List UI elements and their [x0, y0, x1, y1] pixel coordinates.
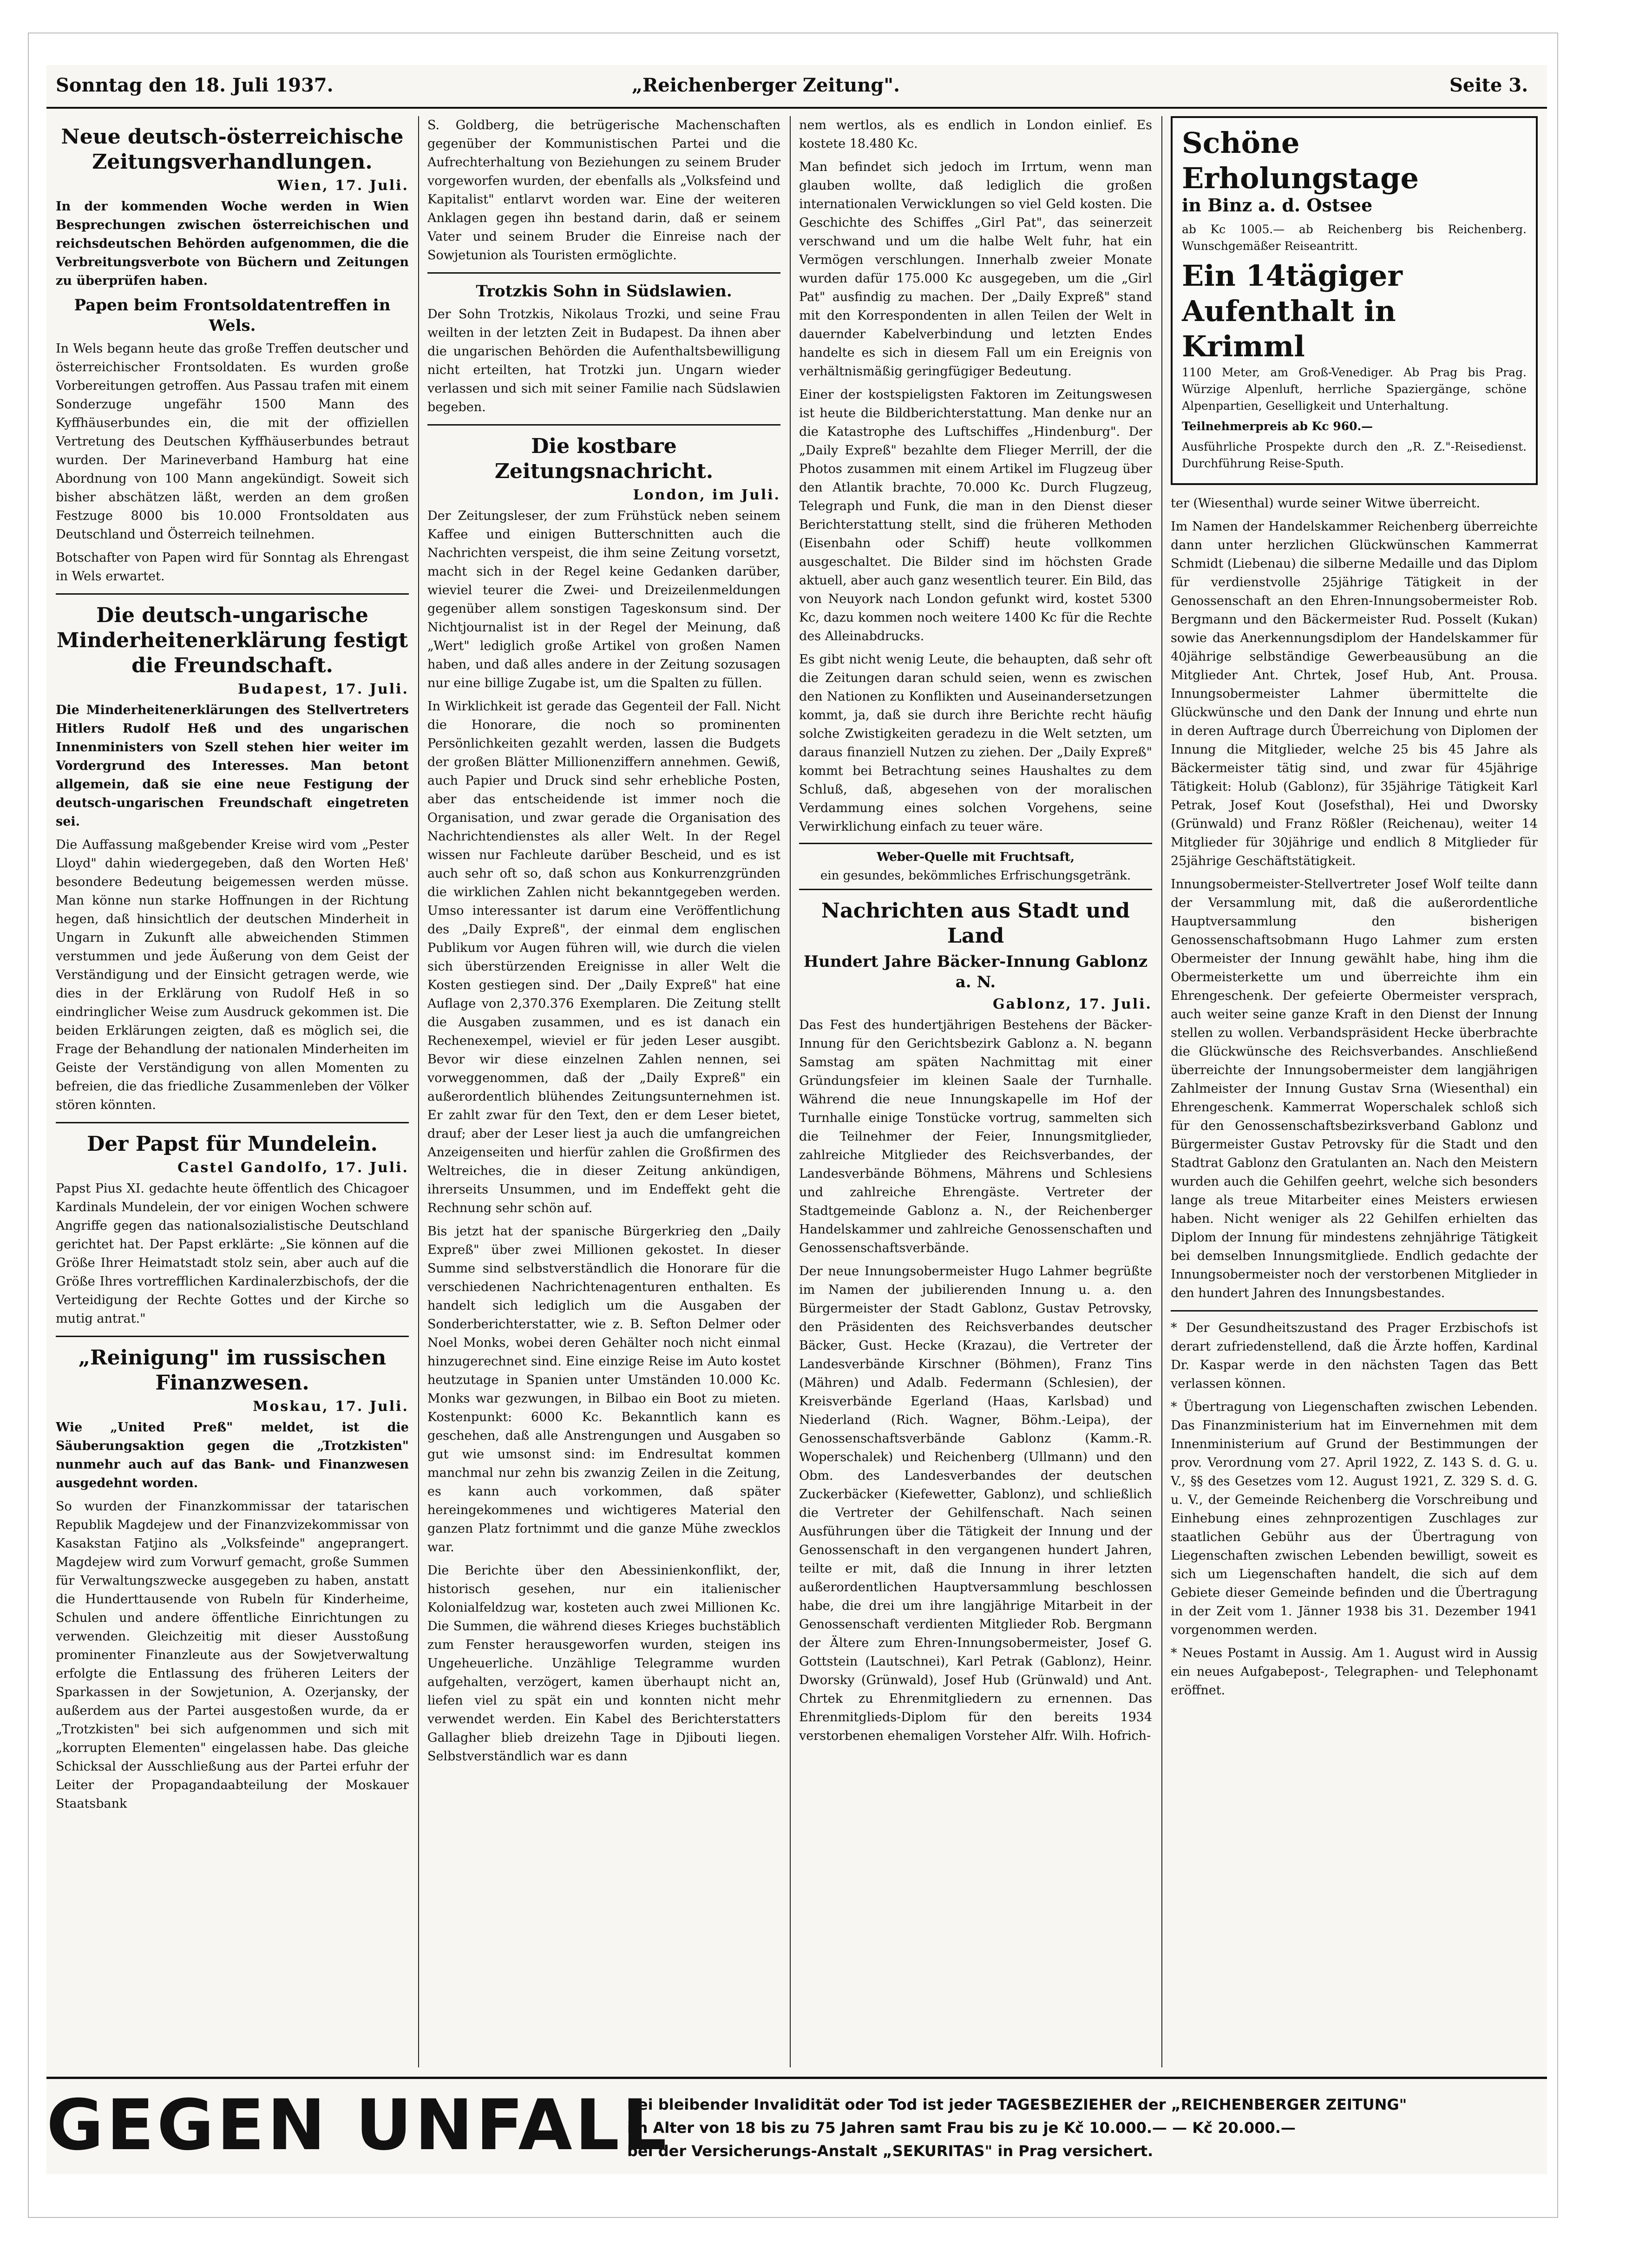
article-paragraph: Papst Pius XI. gedachte heute öffentlich des Chicagoer Kardinals Mundelein, der vor einigen Wochen schwere Angriffe gegen das nationalsozialistische Deutschland gerichtet hat. Der Papst erklärte: „Sie können auf die Größe Ihrer Heimatstadt stolz sein, aber auch auf die Größe Ihres vortrefflichen Kardinalerzbischofs, der die Verteidigung der Rechte Gottes und der Kirche so mutig antrat.": [56, 1181, 409, 1326]
column-rule: [418, 116, 419, 2067]
banner-line: im Alter von 18 bis zu 75 Jahren samt Frau bis zu je Kč 10.000.— — Kč 20.000.—: [627, 2119, 1296, 2137]
article-paragraph: Man befindet sich jedoch im Irrtum, wenn man glauben wollte, daß lediglich die großen internationalen Verwicklungen so viel Geld kosten. Die Geschichte des Schiffes „Girl Pat", das seinerzeit verschwand und um die halbe Welt fuhr, hat ein Vermögen verschlungen. Innerhalb zweier Monate wurden dafür 175.000 Kc ausgegeben, um die „Girl Pat" ausfindig zu machen. Der „Daily Expreß" stand mit den Korrespondenten in allen Teilen der Welt in dauernder Kabelverbindung und letzten Endes handelte es sich in diesem Fall um ein Ereignis von verhältnismäßig geringfügiger Bedeutung.: [799, 160, 1152, 379]
dateline: London, im Juli.: [633, 487, 780, 503]
dateline: Budapest, 17. Juli.: [237, 681, 409, 697]
article-paragraph: Es gibt nicht wenig Leute, die behaupten, daß sehr oft die Zeitungen daran schuld seien, wenn es zwischen den Nationen zu Konflikten und Auseinandersetzungen kommt, ja, daß sie durch ihre Berichte recht häufig solche Zwistigkeiten geradezu in die Welt setzten, um daraus finanziell Nutzen zu ziehen. Der „Daily Expreß" kommt bei Betrachtung seines Haushaltes zu dem Schluß, daß, abgesehen von der moralischen Verdammung eines solchen Vorgehens, seine Verwirklichung einfach zu teuer wäre.: [799, 652, 1152, 834]
article-paragraph: Der Zeitungsleser, der zum Frühstück neben seinem Kaffee und einigen Butterschnitten auch die Nachrichten verspeist, die ihm seine Zeitung vorsetzt, macht sich in der Regel keine Gedanken darüber, wieviel teurer die Zwei- und Dreizeilenmeldungen gegenüber allem sonstigen Tageskonsum sind. Der Nichtjournalist ist in der Regel der Meinung, daß „Wert" lediglich große Artikel von großen Namen haben, und daß alles andere in der Zeitung sozusagen nur eine billige Zugabe ist, um die Spalten zu füllen.: [427, 509, 780, 690]
ad-text: ab Kc 1005.— ab Reichenberg bis Reichenberg. Wunschgemäßer Reiseantritt.: [1182, 223, 1527, 253]
article-paragraph: Die Minderheitenerklärungen des Stellvertreters Hitlers Rudolf Heß und des ungarischen Innenministers von Szell stehen hier weiter im Vordergrund des Interesses. Man betont allgemein, daß sie eine neue Festigung der deutsch-ungarischen Freundschaft eingetreten sei.: [56, 703, 409, 829]
column-rule: [790, 116, 791, 2067]
news-item: * Übertragung von Liegenschaften zwischen Lebenden. Das Finanzministerium hat im Einvernehmen mit dem Innenministerium auf Grund der Bestimmungen der prov. Verordnung vom 27. April 1922, Z. 143 S. d. G. u. V., §§ des Gesetzes vom 12. August 1921, Z. 329 S. d. G. u. V., der Gemeinde Reichenberg die Vorschreibung und Einhebung eines zehnprozentigen Zuschlages zur staatlichen Gebühr aus der Übertragung von Liegenschaften zwischen Lebenden bewilligt, soweit es sich um Liegenschaften handelt, die sich auf dem Gebiete dieser Gemeinde befinden und die Übertragung in der Zeit vom 1. Jänner 1938 bis 31. Dezember 1941 vorgenommen werden.: [1171, 1400, 1538, 1637]
newspaper-page: [46, 65, 1547, 2174]
article-title: „Reinigung" im russischen Finanzwesen.: [78, 1346, 387, 1395]
ad-text: 1100 Meter, am Groß-Venediger. Ab Prag bis Prag. Würzige Alpenluft, herrliche Spaziergänge, schöne Alpenpartien, Geselligkeit und Unterhaltung.: [1182, 366, 1527, 413]
article-title: Die kostbare Zeitungsnachricht.: [494, 434, 714, 483]
ad-price: Teilnehmerpreis ab Kc 960.—: [1182, 420, 1373, 433]
article-paragraph: Der neue Innungsobermeister Hugo Lahmer begrüßte im Namen der jubilierenden Innung u. a. den Bürgermeister der Stadt Gablonz, Gustav Petrovsky, den Präsidenten des Reichsverbandes deutscher Bäcker, Gust. Hecke (Krazau), die Vertreter der Landesverbände Kirschner (Böhmen), Franz Tins (Mähren) und Adalb. Federmann (Schlesien), der Kreisverbände Egerland (Haas, Karlsbad) und Niederland (Rich. Wagner, Böhm.-Leipa), der Genossenschaftsverbände Gablonz (Kamm.-R. Woperschalek) und Reichenberg (Ullmann) und den Obm. des Landesverbandes der deutschen Zuckerbäcker (Kiefewetter, Gablonz), und schließlich die Vertreter der Gehilfenschaft. Nach seinen Ausführungen über die Tätigkeit der Innung und der Genossenschaft in den vergangenen hundert Jahren, teilte er mit, daß die Innung in ihrer letzten außerordentlichen Hauptversammlung beschlossen habe, die drei um ihre langjährige Mitarbeit in der Genossenschaft verdienten Mitglieder Rob. Bergmann der Ältere zum Ehren-Innungsobermeister, Josef G. Gottstein (Lautschnei), Karl Petrak (Gablonz), Heinr. Dworsky (Grünwald), Josef Hub (Grünwald) und Ant. Chrtek zu Ehrenmitgliedern zu ernennen. Das Ehrenmitglieds-Diplom für den bereits 1934 verstorbenen ehemaligen Vorsteher Alfr. Wilh. Hofrich-: [799, 1264, 1152, 1743]
dateline: Wien, 17. Juli.: [277, 177, 409, 194]
ad-footer: Ausführliche Prospekte durch den „R. Z."-Reisedienst. Durchführung Reise-Sputh.: [1182, 440, 1527, 470]
article-paragraph: Im Namen der Handelskammer Reichenberg überreichte dann unter herzlichen Glückwünschen Kammerrat Schmidt (Liebenau) die silberne Medaille und das Diplom für verdienstvolle 25jährige Tätigkeit in der Genossenschaft an den Ehren-Innungsobermeister Rob. Bergmann und den Bäckermeister Rud. Posselt (Kukan) sowie das Anerkennungsdiplom der Handelskammer für 40jährige selbständige Gewerbeausübung an die Mitglieder Ant. Chrtek, Josef Hub, Ant. Prousa. Innungsobermeister Lahmer übermittelte die Glückwünsche und den Dank der Innung und ehrte nun in deren Auftrage durch Überreichung von Diplomen der Innung die Mitglieder, welche 25 bis 45 Jahre als Bäckermeister tätig sind, und zwar für 45jährige Tätigkeit: Holub (Gablonz), für 35jährige Tätigkeit Karl Petrak, Josef Kout (Josefsthal), Hei und Dworsky (Grünwald) und Franz Rößler (Reichenau), weiter 14 Mitglieder für 30jährige und endlich 8 Mitglieder für 25jährige Geschäftstätigkeit.: [1171, 519, 1538, 868]
page-number: Seite 3.: [1449, 74, 1528, 96]
notice-line: Weber-Quelle mit Fruchtsaft,: [877, 850, 1075, 864]
divider: [427, 272, 780, 274]
advertisement-notice: [799, 843, 1152, 890]
article-paragraph: Das Fest des hundertjährigen Bestehens der Bäcker-Innung für den Gerichtsbezirk Gablonz a. N. begann Samstag am späten Nachmittag mit einer Gründungsfeier im kleinen Saale der Turnhalle. Während die neue Innungskapelle im Hof der Turnhalle einige Tonstücke vortrug, sammelten sich die Teilnehmer der Feier, Innungsmitglieder, zahlreiche Mitglieder des Reichsverbandes, der Landesverbände Böhmens, Mährens und Schlesiens und zahlreiche Ehrengäste. Vertreter der Stadtgemeinde Gablonz a. N., der Reichenberger Handelskammer und zahlreiche Genossenschaften und Genossenschaftsverbände.: [799, 1018, 1152, 1255]
article-paragraph: Die Berichte über den Abessinienkonflikt, der, historisch gesehen, nur ein italienischer Kolonialfeldzug war, kosteten auch zwei Millionen Kc. Die Summen, die während dieses Krieges buchstäblich zum Fenster herausgeworfen wurden, steigen ins Ungeheuerliche. Unzählige Telegramme wurden aufgehalten, verzögert, kamen überhaupt nicht an, liefen viel zu spät ein und konnten nicht mehr verwendet werden. Ein Kabel des Berichterstatters Gallagher blieb dreizehn Tage in Djibouti liegen. Selbstverständlich war es dann: [427, 1563, 780, 1764]
issue-date: Sonntag den 18. Juli 1937.: [56, 74, 334, 96]
column-rule: [1161, 116, 1162, 2067]
article-paragraph: ter (Wiesenthal) wurde seiner Witwe überreicht.: [1171, 496, 1481, 511]
article-title: Der Papst für Mundelein.: [87, 1132, 378, 1156]
divider: [427, 424, 780, 426]
article-paragraph: Wie „United Preß" meldet, ist die Säuberungsaktion gegen die „Trotzkisten" nunmehr auch auf das Bank- und Finanzwesen ausgedehnt worden.: [56, 1420, 409, 1490]
article-title: Trotzkis Sohn in Südslawien.: [476, 282, 732, 301]
article-paragraph: Die Auffassung maßgebender Kreise wird vom „Pester Lloyd" dahin wiedergegeben, daß den Worten Heß' besondere Bedeutung beigemessen werden müsse. Man könne nun starke Hoffnungen in der Richtung hegen, daß hinsichtlich der deutschen Minderheit in Ungarn in Zukunft alle abweichenden Stimmen verstummen und jede Äußerung von dem Geist der Verständigung und der Einsicht getragen werde, wie dies in der Erklärung von Rudolf Heß in so eindringlicher Weise zum Ausdruck gekommen ist. Die beiden Erklärungen zeigten, daß es möglich sei, die Frage der Behandlung der nationalen Minderheiten im Geiste der Verständigung von allen Momenten zu befreien, die das friedliche Zusammenleben der Völker stören könnten.: [56, 838, 409, 1112]
divider: [56, 1336, 409, 1337]
article-paragraph: Innungsobermeister-Stellvertreter Josef Wolf teilte dann der Versammlung mit, daß die außerordentliche Hauptversammlung den bisherigen Genossenschaftsobmann Hugo Lahmer zum ersten Obermeister der Innung gewählt habe, hing ihm die Obermeisterkette um und überreichte ihm ein Ehrengeschenk. Der gefeierte Obermeister versprach, auch weiter seine ganze Kraft in den Dienst der Innung stellen zu wollen. Verbandspräsident Hecke überbrachte die Glückwünsche des Reichsverbandes. Anschließend überreichte der Innungsobermeister dem langjährigen Zahlmeister der Innung Gustav Srna (Wiesenthal) ein Ehrengeschenk. Kammerrat Woperschalek schloß sich für den Genossenschaftsbezirksverband Gablonz und Bürgermeister Gustav Petrovsky für die Stadt und den Stadtrat Gablonz den Gratulanten an. Nach den Meistern wurden auch die Gehilfen geehrt, welche sich besonders lange als treue Mitarbeiter eines Meisters erwiesen haben. Nicht weniger als 22 Gehilfen erhielten das Diplom der Innung für mindestens zehnjährige Tätigkeit bei demselben Innungsmitgliede. Endlich gedachte der Innungsobermeister noch der verstorbenen Mitglieder in den hundert Jahren des Innungsbestandes.: [1171, 877, 1538, 1300]
news-item: * Der Gesundheitszustand des Prager Erzbischofs ist derart zufriedenstellend, daß die Ärzte hoffen, Kardinal Dr. Kaspar werde in den nächsten Tagen das Bett verlassen können.: [1171, 1321, 1538, 1391]
column-4: [1171, 116, 1538, 2067]
dateline: Castel Gandolfo, 17. Juli.: [177, 1160, 409, 1176]
masthead: „Reichenberger Zeitung".: [632, 74, 900, 96]
banner-headline: GEGEN UNFALL: [46, 2085, 669, 2166]
dateline: Gablonz, 17. Juli.: [992, 996, 1152, 1012]
article-title: Papen beim Frontsoldatentreffen in Wels.: [74, 296, 391, 335]
page-header: [46, 65, 1547, 109]
ad-subheadline: in Binz a. d. Ostsee: [1182, 195, 1373, 216]
article-paragraph: In der kommenden Woche werden in Wien Besprechungen zwischen österreichischen und reichsdeutschen Behörden aufgenommen, die die Verbreitungsverbote von Büchern und Zeitungen zu überprüfen haben.: [56, 199, 409, 288]
insurance-banner: [46, 2077, 1547, 2177]
column-1: [56, 116, 409, 2067]
section-title: Nachrichten aus Stadt und Land: [821, 899, 1130, 948]
dateline: Moskau, 17. Juli.: [253, 1398, 409, 1415]
article-paragraph: Der Sohn Trotzkis, Nikolaus Trozki, und seine Frau weilten in der letzten Zeit in Budapest. Da ihnen aber die ungarischen Behörden die Aufenthaltsbewilligung nicht erteilten, hat Trotzki jun. Ungarn wieder verlassen und sich mit seiner Familie nach Südslawien begeben.: [427, 307, 780, 414]
banner-text: [627, 2093, 1533, 2163]
article-paragraph: Einer der kostspieligsten Faktoren im Zeitungswesen ist heute die Bildberichterstattung. Man denke nur an die Katastrophe des Luftschiffes „Hindenburg". Der „Daily Expreß" bezahlte dem Flieger Merrill, der die Photos zusammen mit einem Artikel im Flugzeug über den Atlantik brachte, 70.000 Kc. Durch Flugzeug, Telegraph und Funk, die man in den Dienst dieser Berichterstattung stellt, sind die früheren Methoden (Eisenbahn oder Schiff) heute vollkommen ausgeschaltet. Die Bilder sind im höchsten Grade aktuell, aber auch ganz wesentlich teurer. Ein Bild, das von Neuyork nach London gefunkt wird, kostet 5300 Kc, dazu kommen noch weitere 1400 Kc für die Rechte des Alleinabdrucks.: [799, 387, 1152, 643]
article-paragraph: So wurden der Finanzkommissar der tatarischen Republik Magdejew und der Finanzvizekommissar von Kasakstan Fatjino als „Volksfeinde" angeprangert. Magdejew wird zum Vorwurf gemacht, große Summen für Verwaltungszwecke ausgegeben zu haben, anstatt die Hunderttausende von Rubeln für Kinderheime, Schulen und andere öffentliche Einrichtungen zu verwenden. Gleichzeitig mit dieser Ausstoßung prominenter Finanzleute aus der Sowjetverwaltung erfolgte die Entlassung des früheren Leiters der Sparkassen in der Sowjetunion, A. Ozerjansky, der außerdem aus der Partei ausgestoßen wurde, da er „Trotzkisten" bei sich aufgenommen und sich mit „korrupten Elementen" eingelassen habe. Das gleiche Schicksal der Ausschließung aus der Partei erfuhr der Leiter der Propagandaabteilung der Moskauer Staatsbank: [56, 1499, 409, 1811]
banner-line: bei der Versicherungs-Anstalt „SEKURITAS" in Prag versichert.: [627, 2142, 1154, 2160]
news-item: * Neues Postamt in Aussig. Am 1. August wird in Aussig ein neues Aufgabepost-, Telegraphen- und Telephonamt eröffnet.: [1171, 1646, 1538, 1698]
article-title: Hundert Jahre Bäcker-Innung Gablonz a. N.: [803, 952, 1148, 991]
divider: [56, 1122, 409, 1123]
article-title: Die deutsch-ungarische Minderheitenerklärung festigt die Freundschaft.: [56, 603, 408, 677]
article-paragraph: S. Goldberg, die betrügerische Machenschaften gegenüber der Kommunistischen Partei und die Aufrechterhaltung von Beziehungen zu seinem Bruder vorgeworfen wurden, der ebenfalls als „Volksfeind und Kapitalist" entlarvt worden war. Eine der weiteren Anklagen gegen ihn bestand darin, daß er seinem Vater und seinem Bruder die Einreise nach der Sowjetunion als Touristen ermöglichte.: [427, 118, 780, 262]
article-title: Neue deutsch-österreichische Zeitungsverhandlungen.: [61, 125, 404, 174]
ad-headline: Schöne Erholungstage: [1182, 126, 1419, 195]
divider: [1171, 1310, 1538, 1312]
ad-headline: Ein 14tägiger Aufenthalt in Krimml: [1182, 259, 1403, 363]
article-paragraph: Botschafter von Papen wird für Sonntag als Ehrengast in Wels erwartet.: [56, 551, 409, 584]
divider: [56, 593, 409, 595]
article-paragraph: In Wirklichkeit ist gerade das Gegenteil der Fall. Nicht die Honorare, die noch so prominenten Persönlichkeiten gezahlt werden, lassen die Budgets der großen Blätter Millionenziffern annehmen. Gewiß, auch Papier und Druck sind sehr erhebliche Posten, aber das entscheidende ist immer noch die Organisation, und zwar gerade die Organisation des Nachrichtendienstes als aller Welt. In der Regel wissen nur Fachleute darüber Bescheid, und es ist auch sehr oft so, daß schon aus Konkurrenzgründen die wirklichen Zahlen nicht bekanntgegeben werden. Umso interessanter ist darum eine Veröffentlichung des „Daily Expreß", der einmal dem englischen Publikum vor Augen führen will, wie durch die vielen sich überstürzenden Ereignisse in aller Welt die Kosten gestiegen sind. Der „Daily Expreß" hat eine Auflage von 2,370.376 Exemplaren. Die Zeitung stellt die Ausgaben zusammen, und es ist danach ein Rechenexempel, wieviel er für jeden Leser ausgibt. Bevor wir diese einzelnen Zahlen nennen, sei vorweggenommen, daß der „Daily Expreß" ein außerordentlich blühendes Zeitungsunternehmen ist. Er zahlt zwar für den Text, den er dem Leser bietet, drauf; aber der Leser liest ja auch die umfangreichen Anzeigenseiten und hierfür zahlen die Großfirmen des Weltreiches, die in dieser Zeitung ankündigen, ihrerseits Unsummen, und im Endeffekt geht die Rechnung sehr schön auf.: [427, 699, 780, 1215]
column-2: [427, 116, 780, 2067]
article-paragraph: nem wertlos, als es endlich in London einlief. Es kostete 18.480 Kc.: [799, 118, 1152, 151]
column-3: [799, 116, 1152, 2067]
article-paragraph: In Wels begann heute das große Treffen deutscher und österreichischer Frontsoldaten. Es wurden große Vorbereitungen getroffen. Aus Passau trafen mit einem Sonderzuge ungefähr 1500 Mann des Kyffhäuserbundes ein, die mit der offiziellen Vertretung des Deutschen Kyffhäuserbundes betraut wurden. Der Marineverband Hamburg hat eine Abordnung von 100 Mann angekündigt. Soweit sich bisher abschätzen läßt, werden an dem großen Festzuge 8000 bis 10.000 Frontsoldaten aus Deutschland und Österreich teilnehmen.: [56, 341, 409, 542]
travel-advertisement: [1171, 116, 1538, 485]
banner-line: bei bleibender Invalidität oder Tod ist jeder TAGESBEZIEHER der „REICHENBERGER ZEITUNG": [627, 2096, 1407, 2113]
notice-line: ein gesundes, bekömmliches Erfrischungsgetränk.: [820, 869, 1131, 883]
article-paragraph: Bis jetzt hat der spanische Bürgerkrieg den „Daily Expreß" über zwei Millionen gekostet. In dieser Summe sind selbstverständlich die Honorare für die verschiedenen Nachrichtenagenturen enthalten. Es handelt sich lediglich um die Ausgaben der Sonderberichterstatter, wie z. B. Sefton Delmer oder Noel Monks, wobei deren Gehälter noch nicht einmal hinzugerechnet sind. Eine einzige Reise im Auto kostet heutzutage in Spanien unter Umständen 10.000 Kc. Monks war gezwungen, in Bilbao ein Boot zu mieten. Kostenpunkt: 6000 Kc. Bekanntlich kann es geschehen, daß alle Anstrengungen und Ausgaben so gut wie umsonst sind: im Endresultat kommen manchmal nur zehn bis zwanzig Zeilen in die Zeitung, es kann auch vorkommen, daß später hereingekommenes und wichtigeres Material den ganzen Platz fortnimmt und die ganze Mühe zwecklos war.: [427, 1224, 780, 1554]
